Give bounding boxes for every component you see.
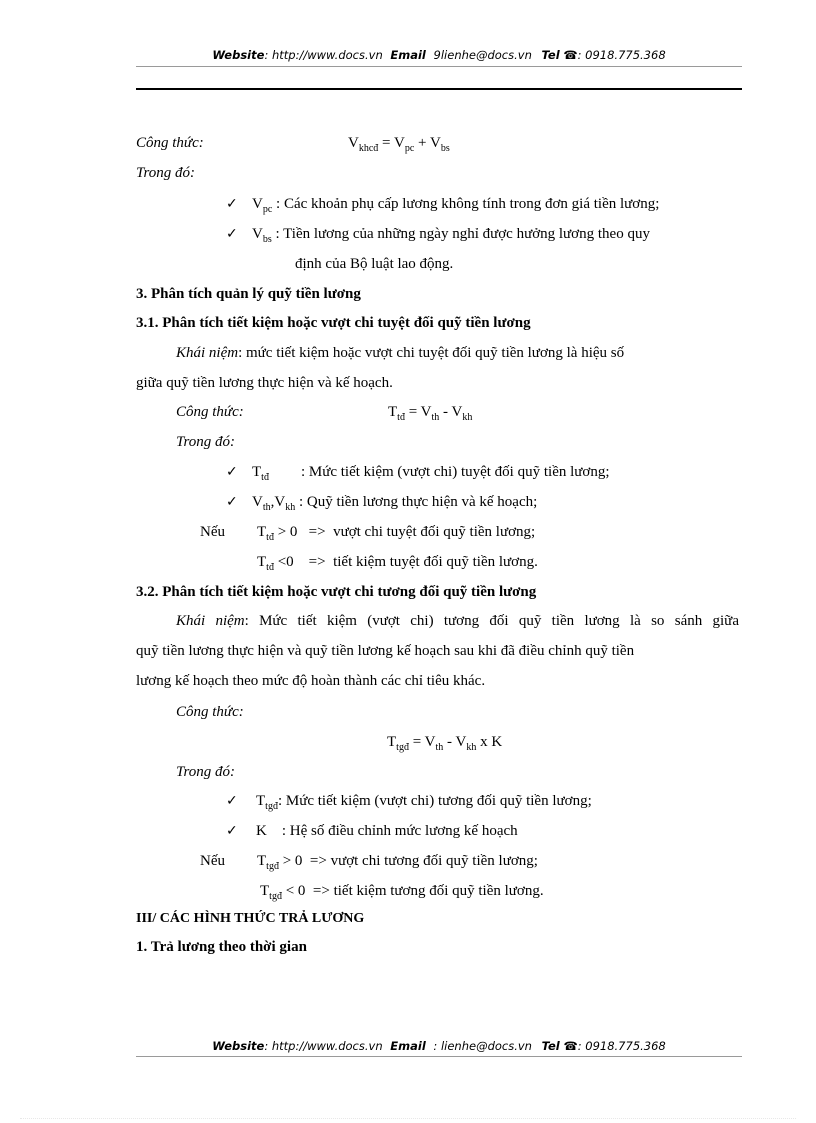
condition-4: $T_{tgđ} < 0$ => tiết kiệm tương đối quỹ tiền lương. [260, 883, 544, 902]
page-footer [136, 1039, 742, 1053]
footer-email-label: Email [390, 1039, 426, 1053]
heading-section-iii-1: 1. Trả lương theo thời gian [136, 939, 307, 955]
header-email-label: Email [390, 48, 426, 62]
footer-website-label: Website [212, 1039, 265, 1053]
khai-niem-2-line2: quỹ tiền lương thực hiện và quỹ tiền lương kế hoạch sau khi đã điều chỉnh quỹ tiền [136, 643, 635, 659]
footer-tel-value: : 0918.775.368 [577, 1039, 666, 1053]
neu-label-1: Nếu [200, 524, 225, 540]
heading-section-3-1: 3.1. Phân tích tiết kiệm hoặc vượt chi tuyệt đối quỹ tiền lương [136, 315, 531, 331]
khai-niem-2-line3: lương kế hoạch theo mức độ hoàn thành các chỉ tiêu khác. [136, 673, 486, 689]
page-header [136, 48, 742, 62]
header-website-label: Website [212, 48, 265, 62]
trong-do-label-3: Trong đó: [176, 764, 236, 780]
header-email-value: 9lienhe@docs.vn [433, 48, 532, 62]
khai-niem-1-line1: Khái niệm: mức tiết kiệm hoặc vượt chi tuyệt đối quỹ tiền lương là hiệu số [176, 345, 625, 361]
phone-icon: ☎ [563, 1039, 578, 1053]
khai-niem-2-line1: Khái niệm: Mức tiết kiệm (vượt chi) tương đối quỹ tiền lương là so sánh giữa [176, 613, 739, 629]
bullet-vth-vkh: $V_{th},V_{kh}$ : Quỹ tiền lương thực hiện và kế hoạch; [252, 494, 538, 513]
khai-niem-1-line2: giữa quỹ tiền lương thực hiện và kế hoạch. [136, 375, 393, 391]
neu-label-2: Nếu [200, 853, 225, 869]
header-rule [136, 66, 742, 67]
footer-website-url: : http://www.docs.vn [264, 1039, 383, 1053]
heading-section-3-2: 3.2. Phân tích tiết kiệm hoặc vượt chi tương đối quỹ tiền lương [136, 584, 537, 600]
check-icon: ✓ [226, 464, 238, 480]
bullet-vbs: $V_{bs}$ : Tiền lương của những ngày nghỉ được hưởng lương theo quy [252, 226, 650, 245]
trong-do-label-1: Trong đó: [136, 165, 196, 181]
footer-rule [136, 1056, 742, 1057]
header-divider [136, 88, 742, 90]
footer-tel-label: Tel [541, 1039, 560, 1053]
header-tel-value: : 0918.775.368 [577, 48, 666, 62]
formula-1: $V_{khcđ} = V_{pc} + V_{bs}$ [348, 135, 450, 154]
condition-2: $T_{tđ} <0$ => tiết kiệm tuyệt đối quỹ tiền lương. [257, 554, 538, 573]
bullet-k: K : Hệ số điều chỉnh mức lương kế hoạch [256, 823, 518, 839]
heading-section-3: 3. Phân tích quản lý quỹ tiền lương [136, 286, 361, 302]
bullet-vpc: $V_{pc}$ : Các khoản phụ cấp lương không tính trong đơn giá tiền lương; [252, 196, 660, 215]
header-website-url: : http://www.docs.vn [264, 48, 383, 62]
cong-thuc-label-1: Công thức: [136, 135, 204, 151]
phone-icon: ☎ [563, 48, 578, 62]
check-icon: ✓ [226, 196, 238, 212]
cong-thuc-label-2: Công thức: [176, 404, 244, 420]
page-bottom-border [20, 1118, 796, 1119]
bullet-ttd: $T_{tđ}$ : Mức tiết kiệm (vượt chi) tuyệt đối quỹ tiền lương; [252, 464, 610, 483]
condition-1: $T_{tđ} > 0$ => vượt chi tuyệt đối quỹ tiền lương; [257, 524, 536, 543]
footer-email-value: : lienhe@docs.vn [433, 1039, 532, 1053]
bullet-vbs-cont: định của Bộ luật lao động. [295, 256, 454, 272]
condition-3: $T_{tgđ} > 0$ => vượt chi tương đối quỹ tiền lương; [257, 853, 538, 872]
cong-thuc-label-3: Công thức: [176, 704, 244, 720]
header-tel-label: Tel [541, 48, 560, 62]
trong-do-label-2: Trong đó: [176, 434, 236, 450]
check-icon: ✓ [226, 494, 238, 510]
check-icon: ✓ [226, 823, 238, 839]
formula-3: $T_{tgđ} = V_{th} - V_{kh}$ x K [387, 734, 503, 753]
heading-section-iii: III/ CÁC HÌNH THỨC TRẢ LƯƠNG [136, 911, 365, 926]
check-icon: ✓ [226, 226, 238, 242]
formula-2: $T_{tđ} = V_{th} - V_{kh}$ [388, 404, 473, 423]
bullet-ttgd: $T_{tgđ}$: Mức tiết kiệm (vượt chi) tương đối quỹ tiền lương; [256, 793, 592, 812]
check-icon: ✓ [226, 793, 238, 809]
